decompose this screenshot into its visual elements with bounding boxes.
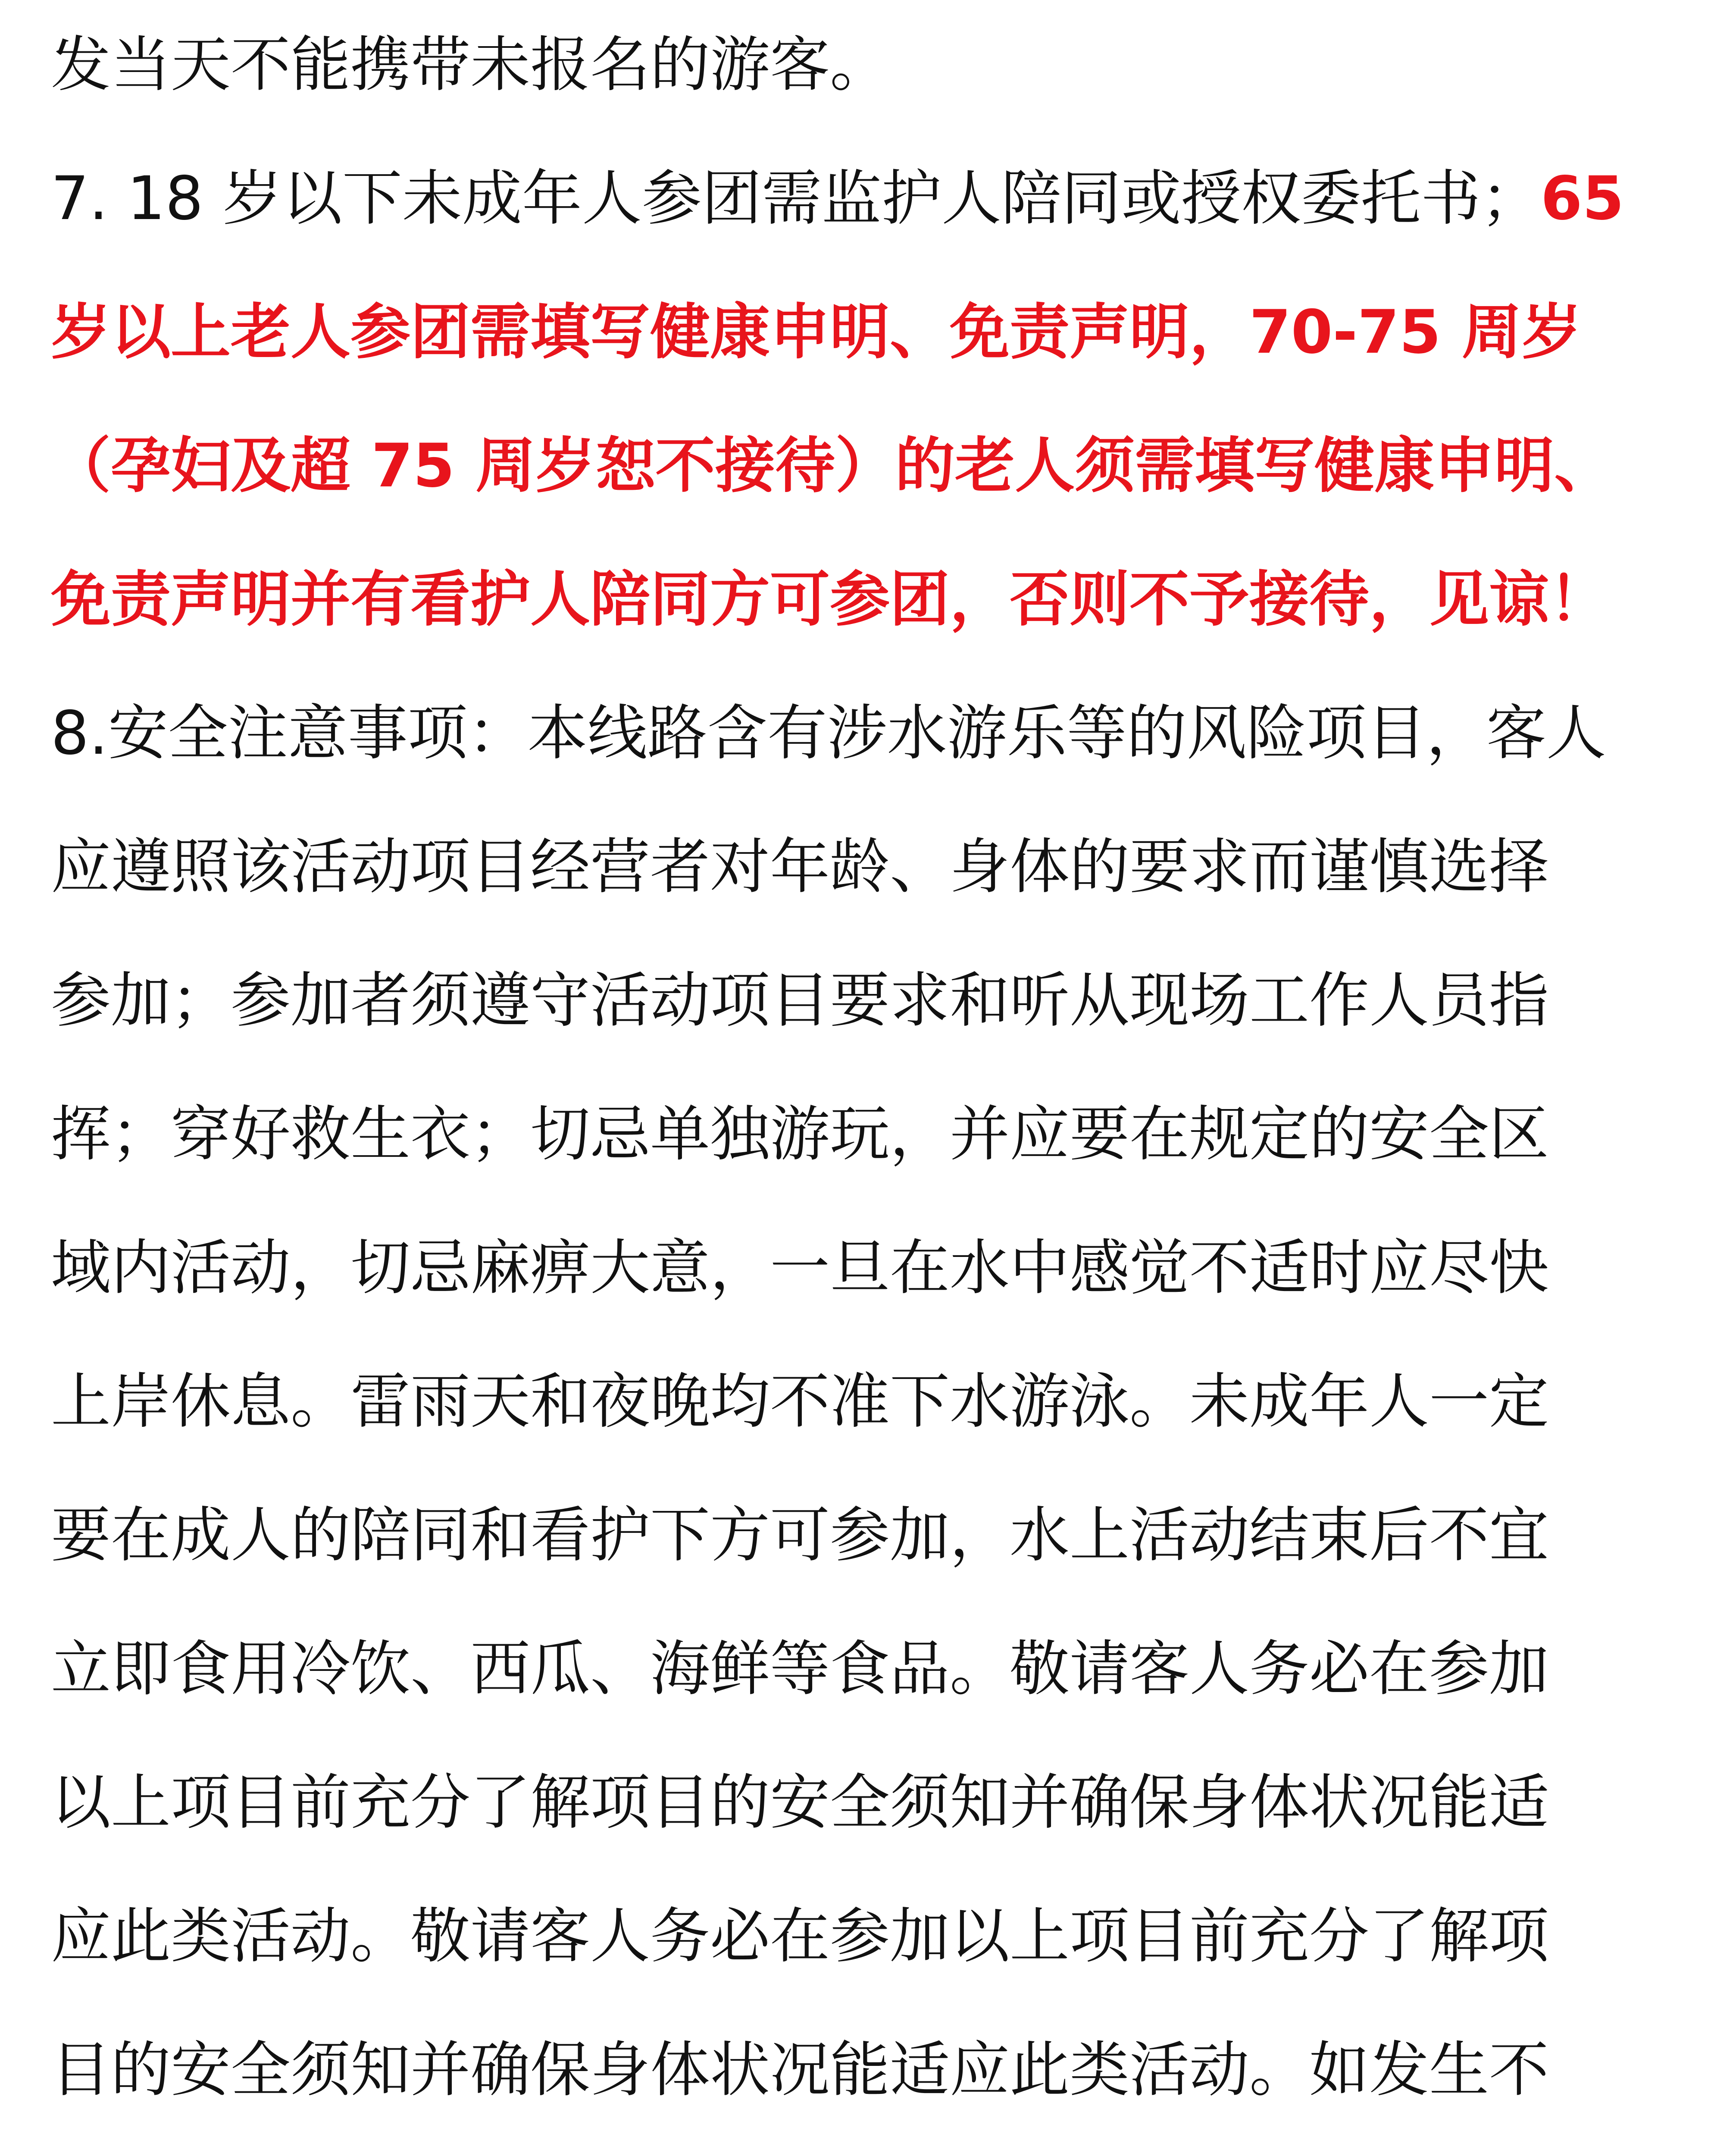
- text-line-4: [51, 427, 1614, 505]
- line-text: 以上项目前充分了解项目的安全须知并确保身体状况能适: [51, 1767, 1549, 1837]
- line-text: 发当天不能携带未报名的游客。: [51, 30, 890, 100]
- line-text-highlight: 免责声明并有看护人陪同方可参团，否则不予接待，见谅！: [51, 564, 1609, 634]
- text-line-5: [51, 561, 1609, 638]
- line-text: 域内活动，切忌麻痹大意，一旦在水中感觉不适时应尽快: [51, 1233, 1549, 1303]
- text-line-12: [51, 1496, 1549, 1574]
- text-line-3: [51, 293, 1582, 371]
- line-text: 要在成人的陪同和看护下方可参加，水上活动结束后不宜: [51, 1500, 1549, 1570]
- line-text: 应遵照该活动项目经营者对年龄、身体的要求而谨慎选择: [51, 832, 1549, 902]
- line-text: 8.安全注意事项：本线路含有涉水游乐等的风险项目，客人: [51, 698, 1606, 768]
- text-line-8: [51, 962, 1549, 1039]
- text-line-6: [51, 694, 1606, 772]
- line-text: 目的安全须知并确保身体状况能适应此类活动。如发生不: [51, 2035, 1549, 2105]
- line-text-highlight: 岁以上老人参团需填写健康申明、免责声明，70-75 周岁: [51, 297, 1582, 367]
- line-text: 挥；穿好救生衣；切忌单独游玩，并应要在规定的安全区: [51, 1099, 1549, 1169]
- text-line-7: [51, 828, 1549, 906]
- text-line-16: [51, 2031, 1549, 2109]
- text-line-2: [51, 160, 1624, 237]
- text-line-14: [51, 1764, 1549, 1841]
- text-line-15: [51, 1897, 1549, 1975]
- text-line-1: [51, 26, 890, 103]
- text-line-11: [51, 1363, 1549, 1440]
- line-text: 参加；参加者须遵守活动项目要求和听从现场工作人员指: [51, 965, 1549, 1035]
- line-text: 立即食用冷饮、西瓜、海鲜等食品。敬请客人务必在参加: [51, 1634, 1549, 1704]
- line-text: 应此类活动。敬请客人务必在参加以上项目前充分了解项: [51, 1901, 1549, 1971]
- text-line-13: [51, 1630, 1549, 1708]
- line-text-highlight: 65: [1540, 163, 1624, 233]
- text-line-9: [51, 1095, 1549, 1173]
- line-text-highlight: （孕妇及超 75 周岁恕不接待）的老人须需填写健康申明、: [51, 431, 1614, 501]
- line-text: 上岸休息。雷雨天和夜晚均不准下水游泳。未成年人一定: [51, 1366, 1549, 1436]
- line-text: 7. 18 岁以下未成年人参团需监护人陪同或授权委托书；: [51, 163, 1541, 233]
- text-line-10: [51, 1229, 1549, 1307]
